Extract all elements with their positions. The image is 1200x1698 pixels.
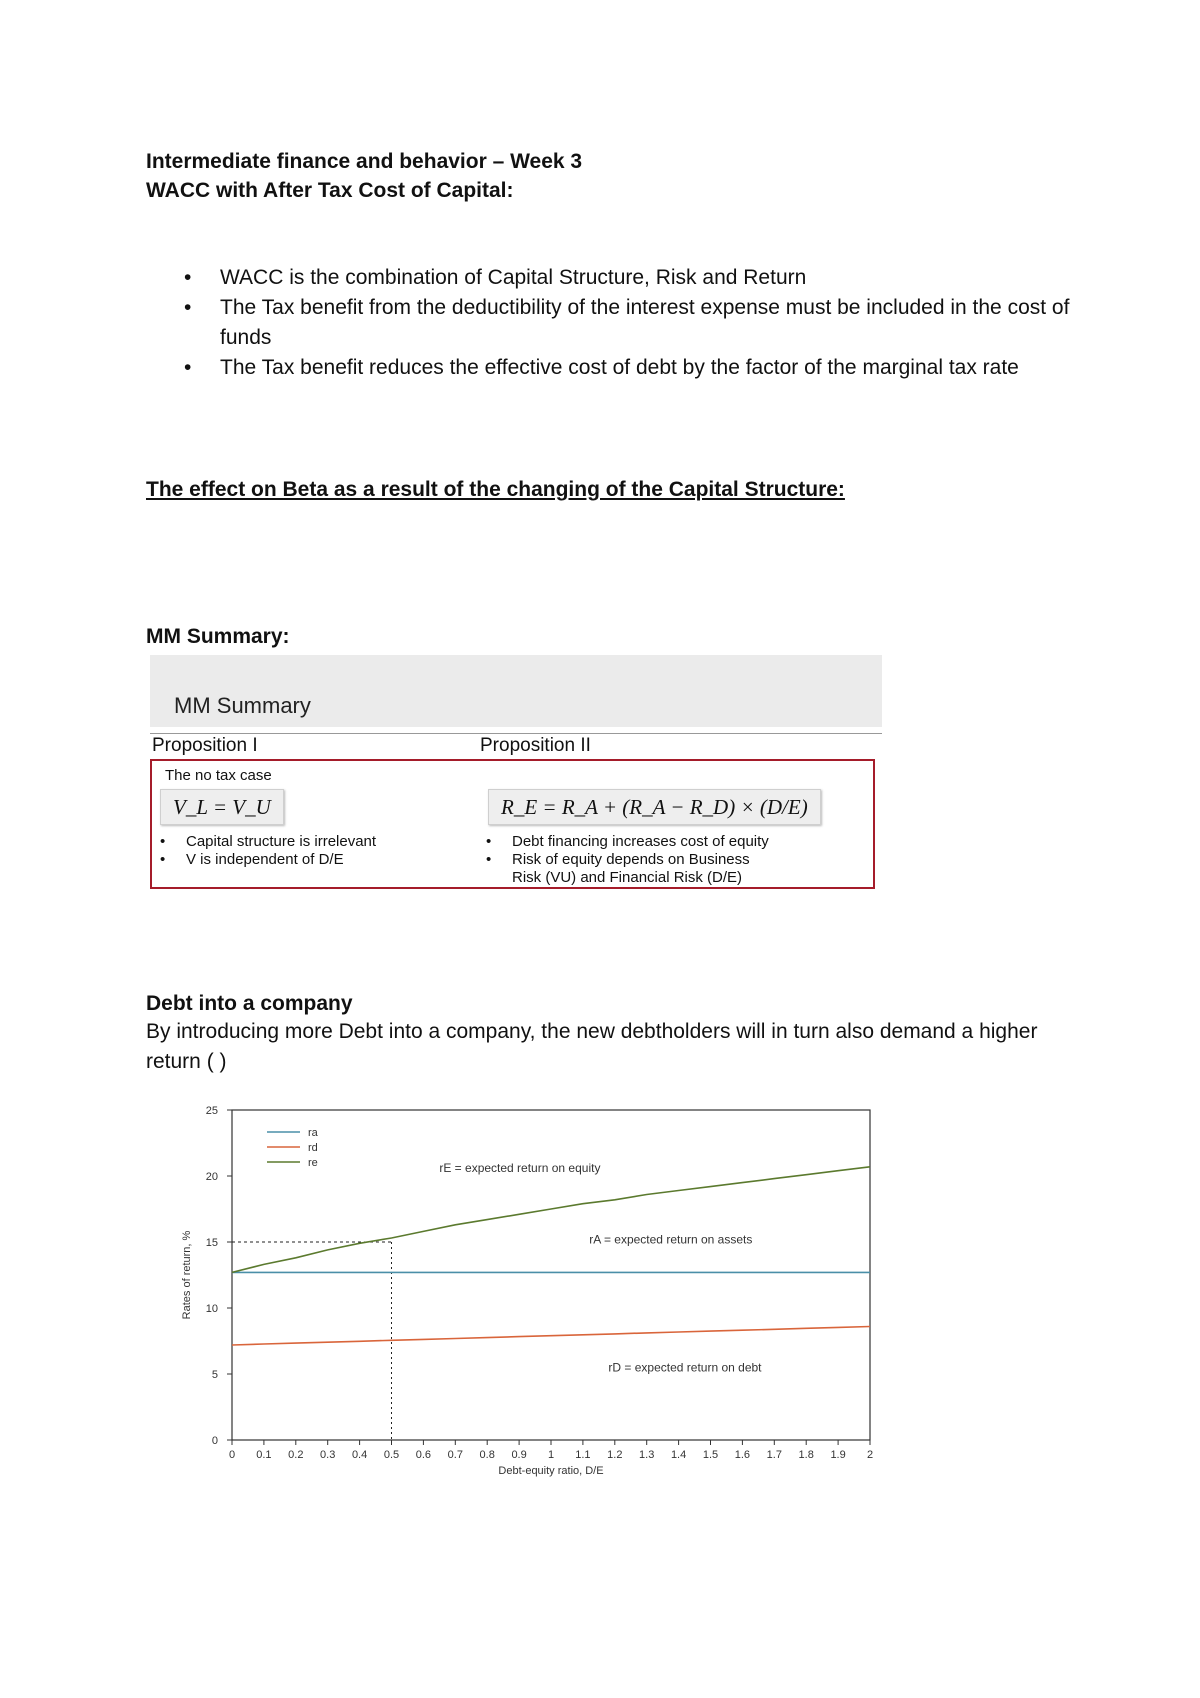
beta-heading: The effect on Beta as a result of the changing of the Capital Structure:	[146, 478, 845, 501]
proposition-two-list	[478, 833, 873, 887]
mm-summary-slide	[150, 655, 882, 895]
x-tick-label: 0.6	[415, 1449, 432, 1461]
x-tick-label: 0.9	[511, 1449, 527, 1461]
formula-proposition-two: R_E = R_A + (R_A − R_D) × (D/E)	[488, 789, 821, 825]
x-tick-label: 0.3	[320, 1449, 336, 1461]
formula-proposition-one: V_L = V_U	[160, 789, 284, 825]
bullet-icon: •	[184, 296, 192, 319]
bullet-icon: •	[486, 851, 492, 868]
no-tax-case-label: The no tax case	[165, 767, 272, 784]
x-tick-label: 1.9	[830, 1449, 846, 1461]
y-tick-label: 15	[205, 1237, 218, 1249]
list-item: • Capital structure is irrelevant	[160, 833, 377, 850]
y-tick-label: 20	[205, 1171, 218, 1183]
chart-annotation: rD = expected return on debt	[608, 1360, 762, 1375]
y-tick-label: 0	[211, 1435, 218, 1447]
slide-header	[150, 655, 882, 727]
bullet-item: • WACC is the combination of Capital Structure, Risk and Return	[146, 263, 1076, 293]
x-tick-label: 0.1	[256, 1449, 272, 1461]
x-tick-label: 0.2	[288, 1449, 304, 1461]
bullet-icon: •	[184, 266, 192, 289]
x-tick-label: 1.1	[575, 1449, 591, 1461]
x-tick-label: 2	[866, 1449, 874, 1461]
x-tick-label: 0.7	[447, 1449, 463, 1461]
returns-chart	[170, 1100, 890, 1490]
proposition-one-label: Proposition I	[152, 735, 258, 756]
x-tick-label: 1.5	[702, 1449, 719, 1461]
divider	[150, 733, 882, 734]
proposition-two-label: Proposition II	[480, 735, 591, 756]
bullet-icon: •	[160, 833, 166, 850]
x-tick-label: 1.3	[639, 1449, 655, 1461]
series-line-rd	[232, 1327, 870, 1346]
debt-heading: Debt into a company	[146, 992, 353, 1015]
list-item: • Risk of equity depends on Business	[486, 851, 750, 868]
x-tick-label: 1.4	[670, 1449, 687, 1461]
x-tick-label: 1.8	[798, 1449, 814, 1461]
legend-label: rd	[308, 1142, 318, 1154]
list-item: • Debt financing increases cost of equity	[486, 833, 769, 850]
plot-frame	[232, 1110, 870, 1440]
bullet-item: • The Tax benefit reduces the effective cost of debt by the factor of the marginal tax rate	[146, 353, 1076, 383]
x-tick-label: 0	[228, 1449, 236, 1461]
x-axis-label: Debt-equity ratio, D/E	[498, 1465, 604, 1477]
bullet-icon: •	[184, 356, 192, 379]
series-line-re	[232, 1167, 870, 1273]
legend-label: re	[308, 1157, 318, 1169]
x-tick-label: 1	[547, 1449, 555, 1461]
x-tick-label: 0.5	[383, 1449, 400, 1461]
x-tick-label: 1.7	[766, 1449, 782, 1461]
list-item: Risk (VU) and Financial Risk (D/E)	[512, 869, 743, 886]
bullet-item: • The Tax benefit from the deductibility of the interest expense must be included in the cost of funds	[146, 293, 1076, 353]
legend-label: ra	[308, 1127, 318, 1139]
bullet-list	[146, 263, 1076, 383]
slide-title: MM Summary	[174, 693, 311, 718]
debt-paragraph: By introducing more Debt into a company, the new debtholders will in turn also demand a higher return ( )	[146, 1020, 1038, 1073]
x-tick-label: 0.4	[351, 1449, 368, 1461]
list-item: • V is independent of D/E	[160, 851, 344, 868]
proposition-one-list	[152, 833, 472, 869]
propositions-box	[150, 759, 875, 889]
document-title: Intermediate finance and behavior – Week 3	[146, 150, 583, 173]
document-subtitle: WACC with After Tax Cost of Capital:	[146, 179, 514, 202]
y-tick-label: 25	[205, 1105, 218, 1117]
x-tick-label: 1.2	[607, 1449, 623, 1461]
x-tick-label: 1.6	[734, 1449, 751, 1461]
chart-annotation: rA = expected return on assets	[589, 1232, 753, 1247]
y-tick-label: 5	[211, 1369, 218, 1381]
y-axis-label: Rates of return, %	[181, 1230, 193, 1320]
bullet-icon: •	[160, 851, 166, 868]
chart-annotation: rE = expected return on equity	[439, 1161, 601, 1176]
bullet-icon: •	[486, 833, 492, 850]
y-tick-label: 10	[205, 1303, 218, 1315]
mm-heading: MM Summary:	[146, 625, 290, 648]
x-tick-label: 0.8	[479, 1449, 495, 1461]
